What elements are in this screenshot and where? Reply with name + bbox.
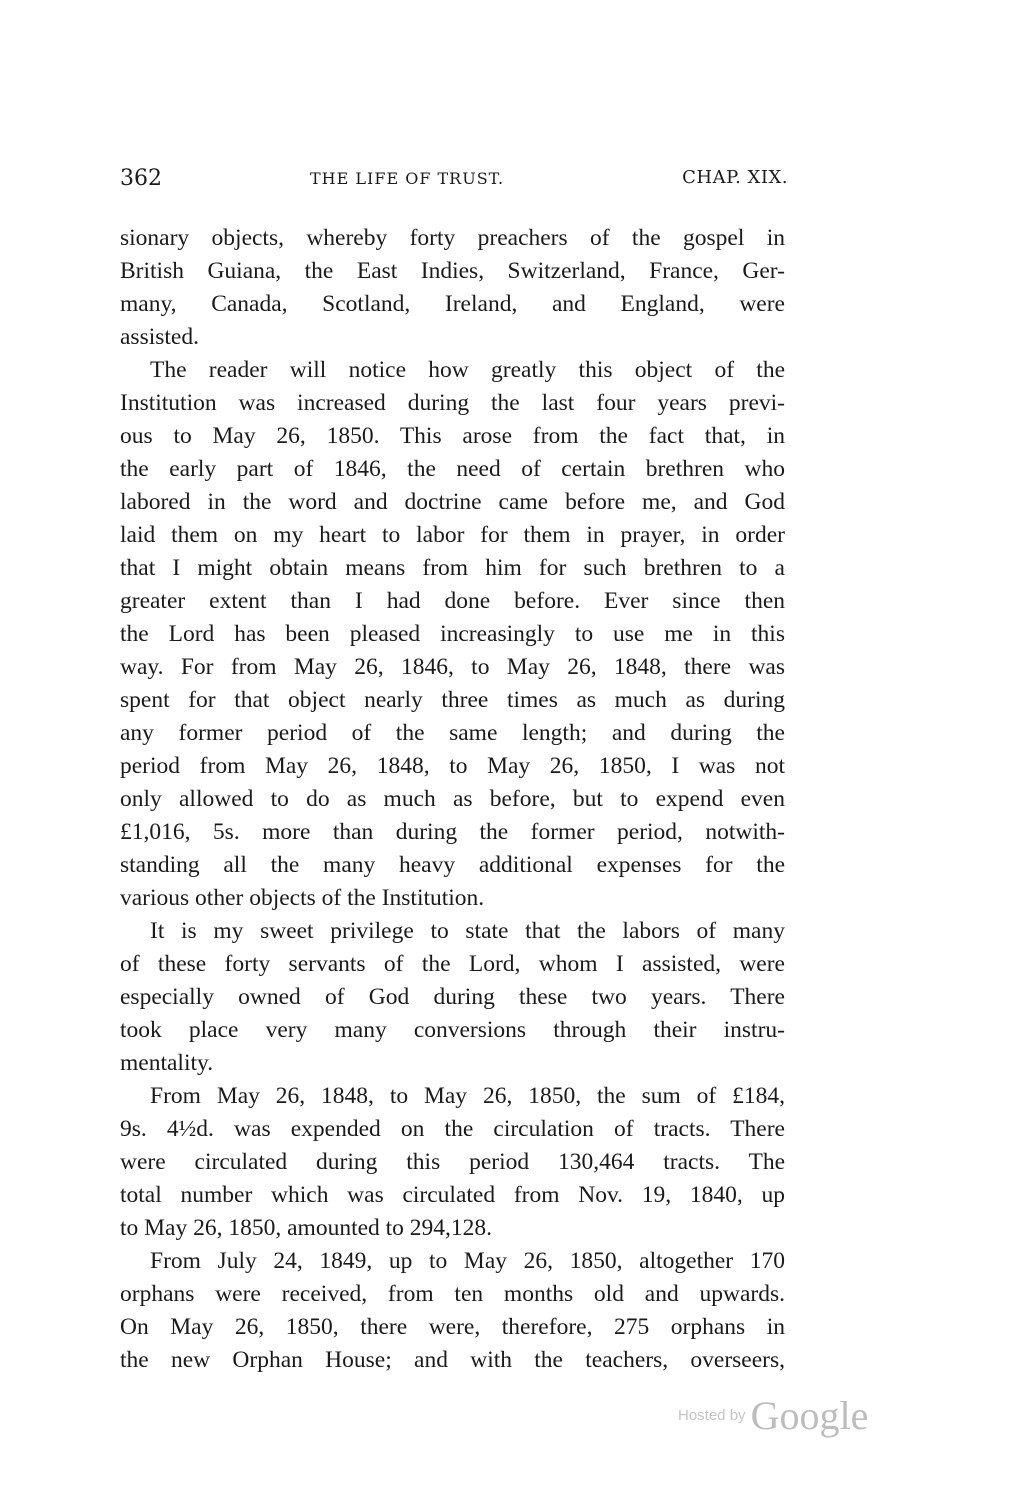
text-line: ous to May 26, 1850. This arose from the fact that, in [120,423,785,449]
hosted-by-label: Hosted by [678,1407,746,1424]
text-line: Institution was increased during the last four years previ- [120,390,785,416]
text-line: many, Canada, Scotland, Ireland, and England, were [120,291,785,317]
text-line: total number which was circulated from Nov. 19, 1840, up [120,1182,785,1208]
text-line: 9s. 4½d. was expended on the circulation of tracts. There [120,1116,785,1142]
running-title: THE LIFE OF TRUST. [310,169,505,188]
text-line: assisted. [120,324,199,350]
text-line: greater extent than I had done before. Ever since then [120,588,785,614]
page-body-text [120,222,785,1377]
text-line: were circulated during this period 130,464 tracts. The [120,1149,785,1175]
page-number: 362 [120,166,162,191]
text-line: any former period of the same length; and during the [120,720,785,746]
text-line: mentality. [120,1050,214,1076]
text-line: took place very many conversions through their instru- [120,1017,785,1043]
text-line: sionary objects, whereby forty preachers of the gospel in [120,225,785,251]
text-line: spent for that object nearly three times as much as during [120,687,785,713]
text-line: that I might obtain means from him for such brethren to a [120,555,785,581]
text-line: only allowed to do as much as before, but to expend even [120,786,785,812]
text-line: £1,016, 5s. more than during the former period, notwith- [120,819,785,845]
text-line: The reader will notice how greatly this object of the [150,357,785,383]
text-line: On May 26, 1850, there were, therefore, 275 orphans in [120,1314,785,1340]
text-line: It is my sweet privilege to state that the labors of many [150,918,785,944]
text-line: the new Orphan House; and with the teachers, overseers, [120,1347,785,1373]
text-line: the Lord has been pleased increasingly to use me in this [120,621,785,647]
text-line: to May 26, 1850, amounted to 294,128. [120,1215,493,1241]
text-line: British Guiana, the East Indies, Switzerland, France, Ger- [120,258,785,284]
chapter-label: CHAP. XIX. [682,167,788,188]
text-line: the early part of 1846, the need of certain brethren who [120,456,785,482]
text-line: way. For from May 26, 1846, to May 26, 1848, there was [120,654,785,680]
text-line: From July 24, 1849, up to May 26, 1850, altogether 170 [150,1248,785,1274]
text-line: From May 26, 1848, to May 26, 1850, the sum of £184, [150,1083,785,1109]
text-line: labored in the word and doctrine came before me, and God [120,489,785,515]
text-line: various other objects of the Institution. [120,885,485,911]
running-header [120,166,788,196]
text-line: period from May 26, 1848, to May 26, 1850, I was not [120,753,785,779]
google-logo: Google [750,1393,869,1438]
text-line: orphans were received, from ten months old and upwards. [120,1281,785,1307]
text-line: of these forty servants of the Lord, whom I assisted, were [120,951,785,977]
text-line: especially owned of God during these two years. There [120,984,785,1010]
text-line: laid them on my heart to labor for them in prayer, in order [120,522,785,548]
text-line: standing all the many heavy additional expenses for the [120,852,785,878]
hosted-by-google-watermark [678,1392,868,1439]
